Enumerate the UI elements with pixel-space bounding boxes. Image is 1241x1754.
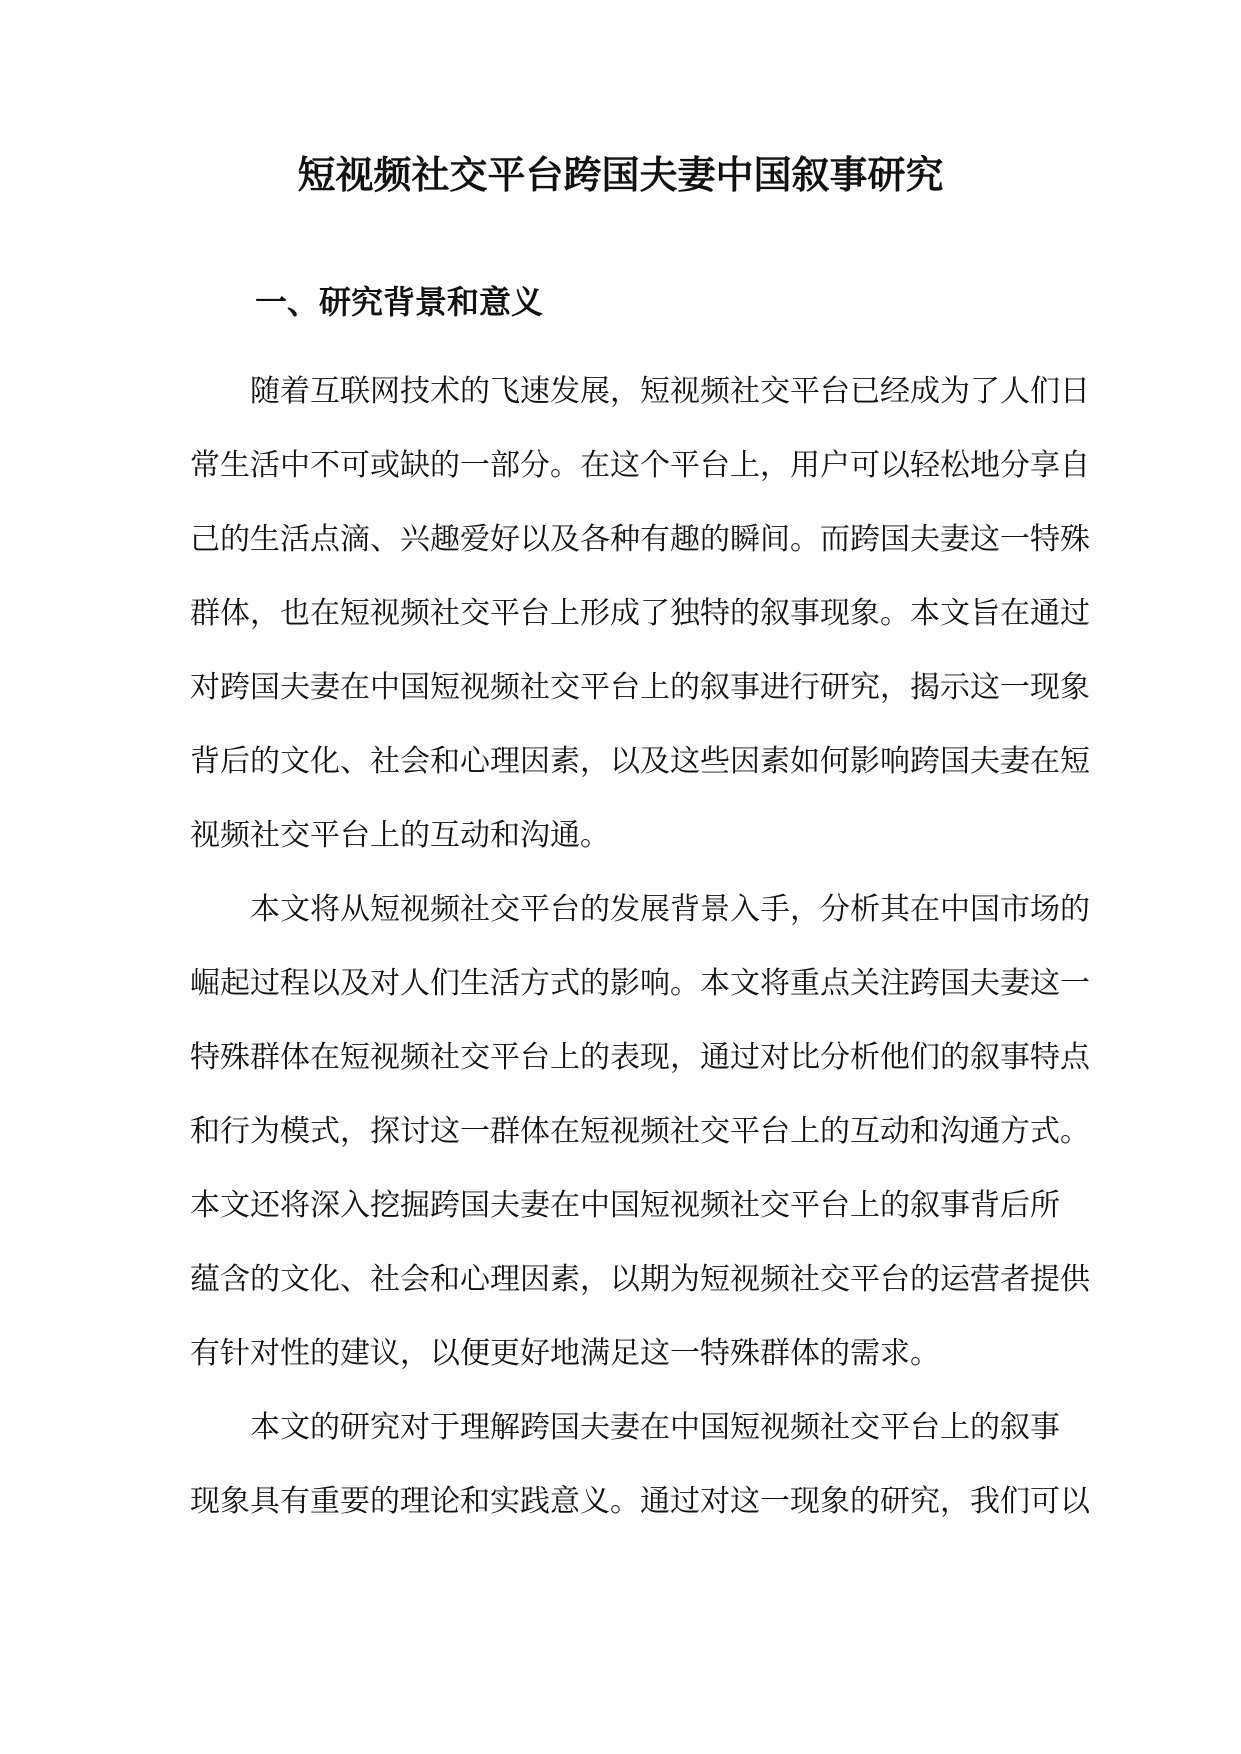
- body-line: 视频社交平台上的互动和沟通。: [190, 818, 610, 853]
- body-line: 对跨国夫妻在中国短视频社交平台上的叙事进行研究，揭示这一现象: [190, 670, 1090, 705]
- body-line: 本文将从短视频社交平台的发展背景入手，分析其在中国市场的: [250, 892, 1090, 927]
- body-line: 现象具有重要的理论和实践意义。通过对这一现象的研究，我们可以: [190, 1484, 1090, 1519]
- body-line: 群体，也在短视频社交平台上形成了独特的叙事现象。本文旨在通过: [190, 596, 1090, 631]
- body-line: 崛起过程以及对人们生活方式的影响。本文将重点关注跨国夫妻这一: [190, 966, 1090, 1001]
- body-line: 特殊群体在短视频社交平台上的表现，通过对比分析他们的叙事特点: [190, 1040, 1090, 1075]
- section-heading: 一、研究背景和意义: [255, 283, 544, 321]
- body-line: 己的生活点滴、兴趣爱好以及各种有趣的瞬间。而跨国夫妻这一特殊: [190, 522, 1090, 557]
- body-line: 和行为模式，探讨这一群体在短视频社交平台上的互动和沟通方式。: [190, 1114, 1090, 1149]
- body-line: 本文的研究对于理解跨国夫妻在中国短视频社交平台上的叙事: [250, 1410, 1060, 1445]
- body-line: 本文还将深入挖掘跨国夫妻在中国短视频社交平台上的叙事背后所: [190, 1188, 1060, 1223]
- body-line: 背后的文化、社会和心理因素，以及这些因素如何影响跨国夫妻在短: [190, 744, 1090, 779]
- body-line: 有针对性的建议，以便更好地满足这一特殊群体的需求。: [190, 1336, 940, 1371]
- document-title: 短视频社交平台跨国夫妻中国叙事研究: [297, 152, 944, 197]
- body-line: 随着互联网技术的飞速发展，短视频社交平台已经成为了人们日: [250, 374, 1090, 409]
- body-line: 常生活中不可或缺的一部分。在这个平台上，用户可以轻松地分享自: [190, 448, 1090, 483]
- body-line: 蕴含的文化、社会和心理因素，以期为短视频社交平台的运营者提供: [190, 1262, 1090, 1297]
